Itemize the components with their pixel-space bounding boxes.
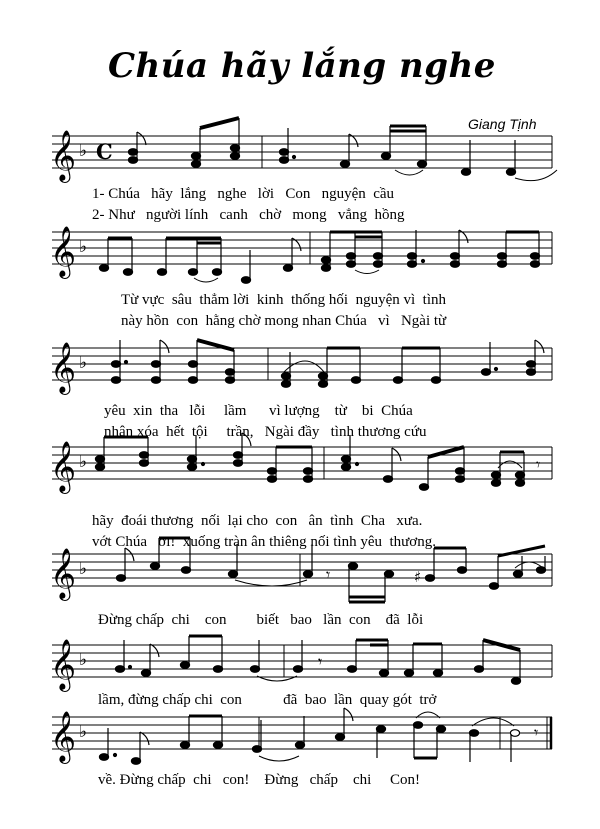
song-title: Chúa hãy lắng nghe (108, 46, 496, 86)
staff-7 (50, 708, 552, 764)
flat-sign-icon: ♭ (79, 237, 88, 257)
treble-clef-icon: 𝄞 (50, 130, 77, 181)
staff-1 (50, 118, 557, 183)
staff-3 (50, 340, 552, 395)
lyric-line-7: về. Đừng chấp chi con! Đừng chấp chi Con! (98, 772, 421, 788)
treble-clef-icon: 𝄞 (50, 639, 77, 690)
lyric-line-6: lầm, đừng chấp chi con đã bao lần quay gót trở (98, 692, 437, 708)
composer-name: Giang Tịnh (468, 116, 537, 132)
flat-sign-icon: ♭ (79, 353, 88, 373)
eighth-rest-icon: 𝄾 (536, 455, 541, 474)
treble-clef-icon: 𝄞 (50, 711, 77, 762)
flat-sign-icon: ♭ (79, 559, 88, 579)
eighth-rest-icon: 𝄾 (326, 565, 331, 584)
staff-2 (50, 226, 552, 283)
lyric-line-3-verse-1: yêu xin tha lỗi lầm vì lượng từ bi Chúa (104, 403, 413, 419)
lyric-line-2-verse-2: này hồn con hằng chờ mong nhan Chúa vì Ngài từ (121, 313, 447, 329)
flat-sign-icon: ♭ (79, 452, 88, 472)
lyric-line-4-verse-1: hãy đoái thương nối lại cho con ân tình Cha xưa. (92, 513, 423, 529)
staff-4 (50, 433, 552, 494)
staff-6 (50, 636, 552, 692)
common-time-signature: C (96, 139, 113, 164)
flat-sign-icon: ♭ (79, 650, 88, 670)
lyric-line-1-verse-2: 2- Như người lính canh chờ mong vẳng hồng (92, 207, 405, 223)
lyric-line-5: Đừng chấp chi con biết bao lần con đã lỗi (98, 612, 424, 628)
treble-clef-icon: 𝄞 (50, 342, 77, 393)
lyric-line-3-verse-2: nhân xóa hết tội trần, Ngài đầy tình thương cứu (104, 424, 427, 440)
treble-clef-icon: 𝄞 (50, 548, 77, 599)
eighth-rest-icon: 𝄾 (534, 723, 539, 742)
lyric-line-2-verse-1: Từ vực sâu thẳm lời kinh thống hối nguyện vì tình (121, 292, 446, 308)
treble-clef-icon: 𝄞 (50, 441, 77, 492)
flat-sign-icon: ♭ (79, 141, 88, 161)
treble-clef-icon: 𝄞 (50, 226, 77, 277)
sharp-sign-icon: ♯ (414, 568, 422, 586)
lyric-line-1-verse-1: 1- Chúa hãy lắng nghe lời Con nguyện cầu (92, 186, 395, 202)
lyric-line-4-verse-2: vớt Chúa ơi! xuống tràn ân thiêng nối tình yêu thương. (92, 534, 436, 550)
eighth-rest-icon: 𝄾 (318, 652, 323, 671)
flat-sign-icon: ♭ (79, 722, 88, 742)
